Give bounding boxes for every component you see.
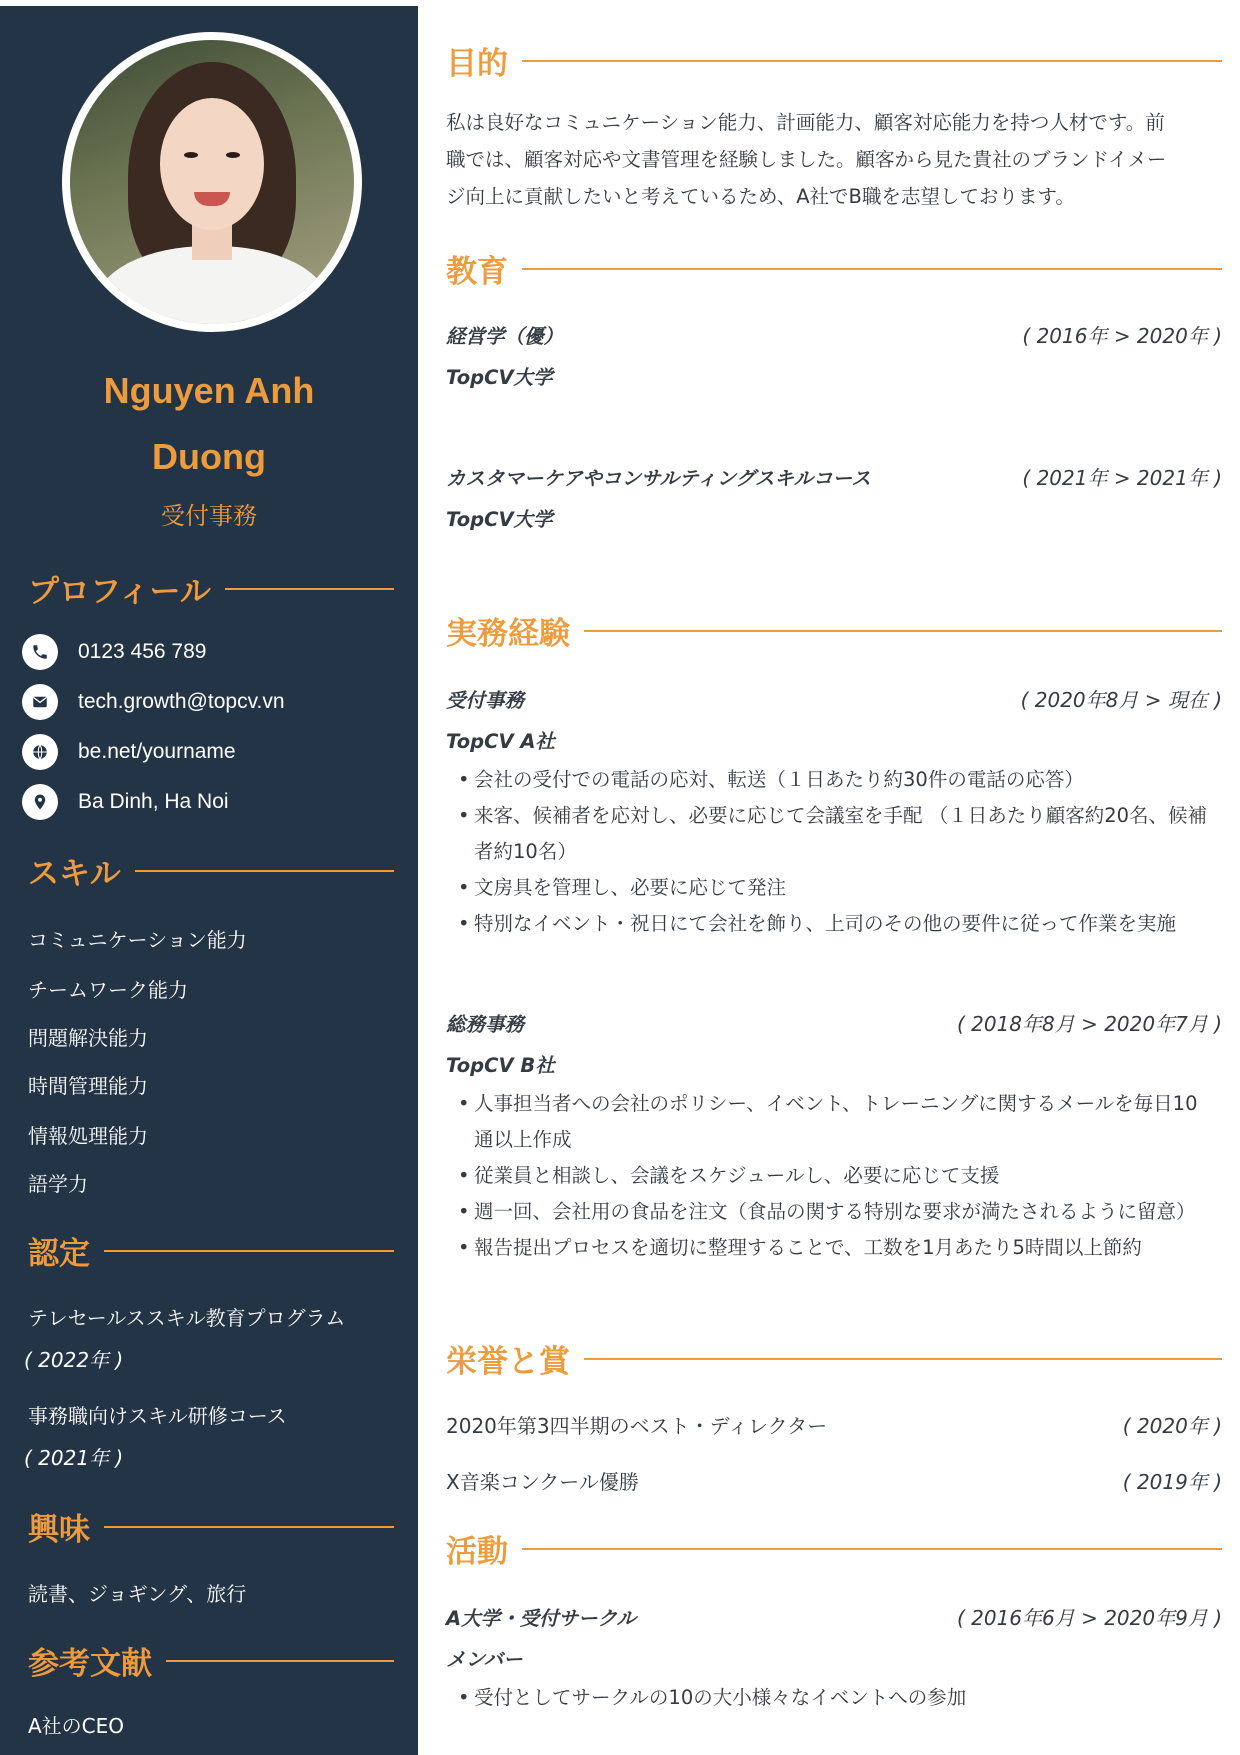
location-text: Ba Dinh, Ha Noi	[78, 790, 229, 813]
skill-item: 情報処理能力	[28, 1124, 148, 1148]
list-item: • 従業員と相談し、会議をスケジュールし、必要に応じて支援	[458, 1158, 1214, 1194]
cert-year: ( 2021年 )	[24, 1446, 124, 1470]
education-heading: 教育	[446, 246, 1222, 291]
school-name: TopCV大学	[446, 508, 553, 531]
company-name: TopCV B社	[446, 1054, 555, 1077]
profile-heading: プロフィール	[28, 566, 394, 611]
phone-text[interactable]: 0123 456 789	[78, 640, 207, 663]
activity-role: メンバー	[446, 1648, 523, 1671]
awards-heading: 栄誉と賞	[446, 1336, 1222, 1381]
skill-item: チームワーク能力	[28, 978, 188, 1002]
website-text[interactable]: be.net/yourname	[78, 740, 236, 763]
contact-email	[22, 682, 402, 722]
job-title: 受付事務	[161, 502, 257, 530]
list-item: • 特別なイベント・祝日にて会社を飾り、上司のその他の要件に従って作業を実施	[458, 906, 1214, 942]
location-icon	[22, 784, 58, 820]
cert-name: テレセールススキル教育プログラム	[28, 1306, 346, 1330]
activity-entry	[446, 1602, 1222, 1631]
experience-heading: 実務経験	[446, 608, 1222, 653]
award-entry	[446, 1466, 1222, 1495]
skill-item: 問題解決能力	[28, 1026, 148, 1050]
objective-heading: 目的	[446, 38, 1222, 83]
candidate-name: Nguyen Anh Duong	[103, 370, 315, 477]
date-range: ( 2018年8月 > 2020年7月 )	[956, 1012, 1222, 1036]
activity-title: A大学・受付サークル	[446, 1607, 637, 1630]
globe-icon	[22, 734, 58, 770]
award-date: ( 2020年 )	[1122, 1414, 1222, 1438]
interests-heading: 興味	[28, 1504, 394, 1549]
school-name: TopCV大学	[446, 366, 553, 389]
list-item: • 受付としてサークルの10の大小様々なイベントへの参加	[458, 1680, 1214, 1716]
duty-list	[458, 762, 1214, 942]
activity-list	[458, 1680, 1214, 1716]
award-entry	[446, 1410, 1222, 1439]
date-range: ( 2020年8月 > 現在 )	[1020, 688, 1222, 712]
date-range: ( 2016年 > 2020年 )	[1022, 324, 1222, 348]
date-range: ( 2021年 > 2021年 )	[1022, 466, 1222, 490]
degree-title: 経営学（優）	[446, 325, 564, 348]
list-item: • 文房具を管理し、必要に応じて発注	[458, 870, 1214, 906]
skills-heading: スキル	[28, 848, 394, 893]
date-range: ( 2016年6月 > 2020年9月 )	[956, 1606, 1222, 1630]
references-text: A社のCEO	[28, 1714, 125, 1738]
degree-title: カスタマーケアやコンサルティングスキルコース	[446, 467, 871, 490]
award-date: ( 2019年 )	[1122, 1470, 1222, 1494]
email-icon	[22, 684, 58, 720]
company-name: TopCV A社	[446, 730, 555, 753]
avatar	[62, 32, 362, 332]
list-item: • 会社の受付での電話の応対、転送（１日あたり約30件の電話の応答）	[458, 762, 1214, 798]
list-item: • 人事担当者への会社のポリシー、イベント、トレーニングに関するメールを毎日10通以上作成	[458, 1086, 1214, 1158]
job-role: 総務事務	[446, 1013, 525, 1036]
contact-location	[22, 782, 402, 822]
cert-name: 事務職向けスキル研修コース	[28, 1404, 287, 1428]
phone-icon	[22, 634, 58, 670]
activities-heading: 活動	[446, 1526, 1222, 1571]
skill-item: コミュニケーション能力	[28, 928, 247, 952]
sidebar	[0, 6, 418, 1755]
job-role: 受付事務	[446, 689, 525, 712]
cert-year: ( 2022年 )	[24, 1348, 124, 1372]
experience-entry	[446, 1008, 1222, 1037]
award-name: 2020年第3四半期のベスト・ディレクター	[446, 1414, 828, 1438]
list-item: • 報告提出プロセスを適切に整理することで、工数を1月あたり5時間以上節約	[458, 1230, 1214, 1266]
skill-item: 語学力	[28, 1172, 88, 1196]
list-item: • 週一回、会社用の食品を注文（食品の関する特別な要求が満たされるように留意）	[458, 1194, 1214, 1230]
duty-list	[458, 1086, 1214, 1266]
education-entry	[446, 320, 1222, 349]
list-item: • 来客、候補者を応対し、必要に応じて会議室を手配 （１日あたり顧客約20名、候補者約10名）	[458, 798, 1214, 870]
education-entry	[446, 462, 1222, 491]
experience-entry	[446, 684, 1222, 713]
skill-item: 時間管理能力	[28, 1074, 148, 1098]
objective-text: 私は良好なコミュニケーション能力、計画能力、顧客対応能力を持つ人材です。前 職では、顧客対応や文書管理を経験しました。顧客から見た貴社のブランドイメー ジ向上に貢献したいと考えているため、A社でB職を志望しております。	[446, 111, 1167, 208]
email-text[interactable]: tech.growth@topcv.vn	[78, 690, 285, 713]
interests-text: 読書、ジョギング、旅行	[28, 1582, 247, 1606]
contact-phone	[22, 632, 402, 672]
certifications-heading: 認定	[28, 1228, 394, 1273]
references-heading: 参考文献	[28, 1638, 394, 1683]
award-name: X音楽コンクール優勝	[446, 1470, 639, 1494]
contact-website	[22, 732, 402, 772]
